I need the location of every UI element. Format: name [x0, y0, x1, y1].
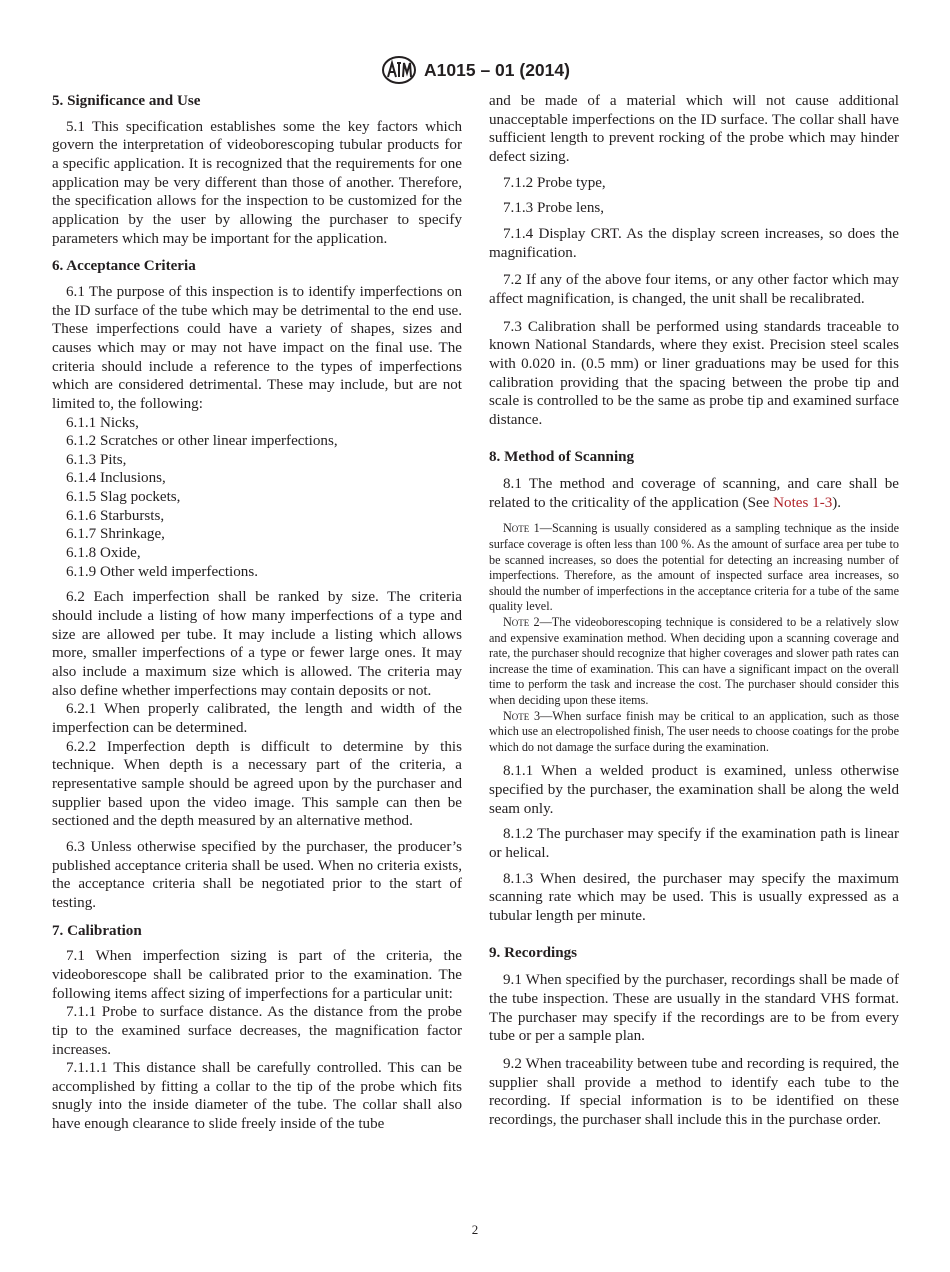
section-9-heading: 9. Recordings: [489, 944, 578, 961]
left-column: [52, 92, 462, 1134]
paragraph-7-2: 7.2 If any of the above four items, or any other factor which may affect magnification, is changed, the unit shall be recalibrated.: [489, 272, 899, 307]
list-item: 6.1.5 Slag pockets,: [66, 489, 181, 506]
paragraph-9-2: 9.2 When traceability between tube and recording is required, the supplier shall provide a method to identify each tube to the recording. If special information is to be identified on these recordings, the purchaser shall include this in the purchase order.: [489, 1055, 899, 1128]
page-header: [0, 55, 950, 90]
list-item: 6.1.7 Shrinkage,: [66, 526, 165, 543]
section-7-heading: 7. Calibration: [52, 922, 142, 939]
page-number: 2: [471, 1222, 479, 1237]
section-6-heading: 6. Acceptance Criteria: [52, 258, 196, 275]
paragraph-7-1: 7.1 When imperfection sizing is part of the criteria, the videoborescope shall be calibrated prior to the examination. The following items affect sizing of imperfections for a particular unit:: [52, 948, 462, 1002]
paragraph-6-2-2: 6.2.2 Imperfection depth is difficult to determine by this technique. When depth is a necessary part of the criteria, a representative sample should be agreed upon by the purchaser and supplier based upon the video image. This sample can then be sectioned and the depth measured by an alternative method.: [52, 738, 462, 830]
paragraph-8-1-1: 8.1.1 When a welded product is examined, unless otherwise specified by the purchaser, the examination shall be along the weld seam only.: [489, 763, 899, 817]
section-8-heading: 8. Method of Scanning: [489, 448, 635, 465]
paragraph-7-1-2: 7.1.2 Probe type,: [503, 174, 606, 191]
paragraph-7-1-4: 7.1.4 Display CRT. As the display screen increases, so does the magnification.: [489, 225, 899, 261]
list-item: 6.1.2 Scratches or other linear imperfections,: [66, 433, 338, 450]
paragraph-7-1-1: 7.1.1 Probe to surface distance. As the distance from the probe tip to the examined surface decreases, the magnification factor increases.: [52, 1004, 462, 1058]
astm-logo-icon: [380, 55, 418, 85]
paragraph-6-1: 6.1 The purpose of this inspection is to identify imperfections on the ID surface of the tube which may be detrimental to the end use. These imperfections could have a variety of shapes, sizes and causes which may or may not have impact on the final use. The criteria should include a reference to the types of imperfections which are considered detrimental. These may include, but are not limited to, the following:: [52, 283, 462, 412]
paragraph-6-2-1: 6.2.1 When properly calibrated, the length and width of the imperfection can be determined.: [52, 701, 462, 736]
paragraph-8-1: 8.1 The method and coverage of scanning, and care shall be related to the criticality of the application (See Notes 1-3).: [489, 476, 899, 511]
note-2: Note 2—The videoborescoping technique is considered to be a relatively slow and expensive examination method. When deciding upon a scanning coverage and rate, the purchaser should recognize that higher coverages and slower path rates can increase the time of examination. This can have a significant impact on the overall time to perform the task and increase the cost. The purchaser should consider this when deciding upon these items.: [489, 615, 899, 707]
notes-link[interactable]: Notes 1-3: [773, 494, 833, 511]
paragraph-5-1: 5.1 This specification establishes some the key factors which govern the interpretation of videoborescoping tubular products for a specific application. It is recognized that the requirements for one application may be very different than those of another. Therefore, the specification allows for the inspection to be customized for the application by the user by allowing the purchaser to specify parameters which may be important for the application.: [52, 118, 462, 247]
right-column: [489, 92, 899, 1130]
list-item: 6.1.6 Starbursts,: [66, 507, 165, 524]
paragraph-7-1-3: 7.1.3 Probe lens,: [503, 200, 605, 217]
list-item: 6.1.3 Pits,: [66, 451, 127, 468]
note-1: Note 1—Scanning is usually considered as a sampling technique as the inside surface coverage is often less than 100 %. As the amount of surface area per tube to be scanned increases, so does the potential for detecting an increasing number of imperfections. Therefore, as the amount of inspected surface area increases, so should the number of imperfections in the acceptance criteria for a tube of the same quality level.: [489, 521, 899, 614]
list-item: 6.1.4 Inclusions,: [66, 470, 166, 487]
note-3: Note 3—When surface finish may be critical to an application, such as those which use an electropolished finish, The user needs to choose coatings for the probe which do not damage the surface during the examination.: [489, 708, 899, 754]
paragraph-8-1-2: 8.1.2 The purchaser may specify if the examination path is linear or helical.: [489, 826, 899, 861]
standard-designation: A1015 – 01 (2014): [424, 59, 570, 80]
paragraph-9-1: 9.1 When specified by the purchaser, recordings shall be made of the tube inspection. These are usually in the standard VHS format. The purchaser may specify if the recordings are to be from every tube or per a sample plan.: [489, 972, 899, 1045]
list-item: 6.1.1 Nicks,: [66, 414, 139, 431]
paragraph-6-2: 6.2 Each imperfection shall be ranked by size. The criteria should include a listing of how many imperfections of a type and size are allowed per tube. It may include a listing which allows more, smaller imperfections of a type or fewer large ones. It may also include a maximum size which is allowed. The criteria may also define whether imperfections may contain deposits or not.: [52, 589, 462, 699]
paragraph-8-1-3: 8.1.3 When desired, the purchaser may specify the maximum scanning rate which may be used. This is usually expressed as a tubular length per minute.: [489, 870, 899, 924]
section-5-heading: 5. Significance and Use: [52, 93, 201, 109]
paragraph-6-3: 6.3 Unless otherwise specified by the purchaser, the producer’s published acceptance criteria shall be used. When no criteria exists, the acceptance criteria shall be negotiated prior to the start of testing.: [52, 838, 462, 911]
list-item: 6.1.8 Oxide,: [66, 545, 141, 562]
paragraph-7-1-1-1-continued: and be made of a material which will not cause additional unacceptable imperfections on the ID surface. The collar shall have sufficient length to prevent rocking of the probe which may hinder defect sizing.: [489, 93, 899, 165]
paragraph-7-1-1-1: 7.1.1.1 This distance shall be carefully controlled. This can be accomplished by fitting a collar to the tip of the probe which fits snugly into the inside diameter of the tube. The collar shall also have enough clearance to slide freely inside of the tube: [52, 1060, 462, 1133]
paragraph-7-3: 7.3 Calibration shall be performed using standards traceable to known National Standards, where they exist. Precision steel scales with 0.020 in. (0.5 mm) or liner graduations may be used for this calibration providing that the spacing between the probe tip and scale is controlled to be the same as probe tip and examined surface distance.: [489, 318, 899, 428]
list-item: 6.1.9 Other weld imperfections.: [66, 563, 258, 580]
